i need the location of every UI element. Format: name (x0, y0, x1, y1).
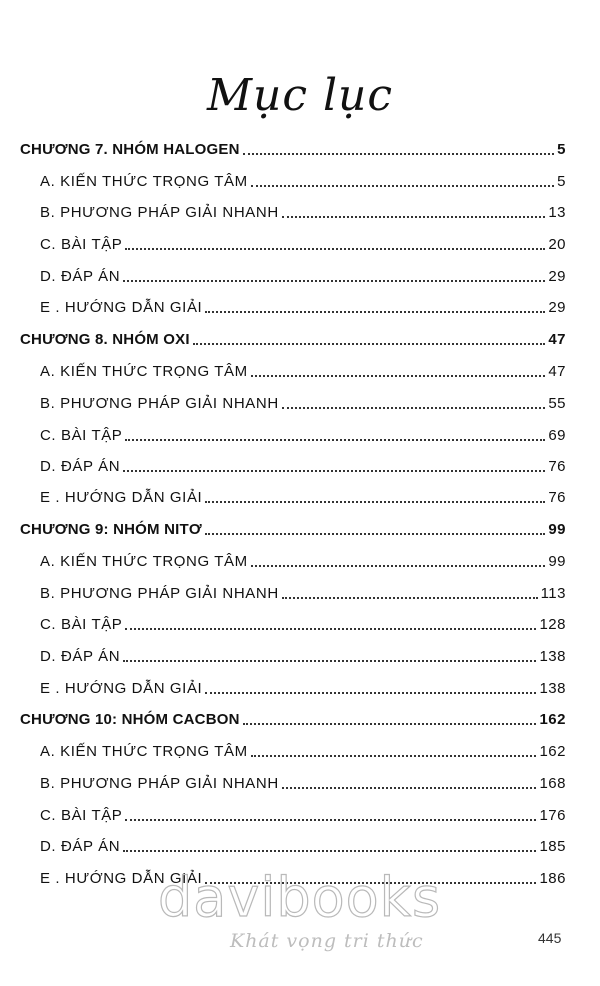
dot-leader (205, 533, 545, 535)
toc-section-entry[interactable] (40, 233, 566, 255)
toc-entry-label: CHƯƠNG 9: NHÓM NITƠ (20, 521, 202, 538)
toc-entry-label: C. BÀI TẬP (40, 236, 123, 253)
toc-section-entry[interactable] (40, 360, 566, 382)
toc-section-entry[interactable] (40, 486, 566, 508)
toc-entry-label: CHƯƠNG 8. NHÓM OXI (20, 331, 190, 348)
toc-entry-label: E . HƯỚNG DẪN GIẢI (40, 680, 203, 697)
dot-leader (282, 597, 538, 599)
toc-section-entry[interactable] (40, 550, 566, 572)
toc-entry-page: 13 (548, 204, 566, 221)
toc-entry-page: 5 (557, 141, 566, 158)
toc-chapter-entry[interactable] (20, 708, 566, 730)
toc-entry-page: 99 (548, 553, 566, 570)
toc-entry-page: 99 (548, 521, 566, 538)
toc-entry-page: 162 (539, 711, 566, 728)
page-title: Mục lục (206, 70, 394, 121)
toc-entry-page: 162 (539, 743, 566, 760)
toc-entry-label: D. ĐÁP ÁN (40, 838, 121, 855)
dot-leader (193, 343, 546, 345)
toc-chapter-entry[interactable] (20, 518, 566, 540)
toc-entry-page: 168 (539, 775, 566, 792)
toc-entry-page: 113 (540, 585, 566, 602)
toc-entry-page: 128 (539, 616, 566, 633)
toc-entry-label: A. KIẾN THỨC TRỌNG TÂM (40, 173, 248, 190)
dot-leader (251, 185, 554, 187)
toc-chapter-entry[interactable] (20, 328, 566, 350)
toc-section-entry[interactable] (40, 613, 566, 635)
toc-section-entry[interactable] (40, 265, 566, 287)
toc-entry-label: E . HƯỚNG DẪN GIẢI (40, 299, 203, 316)
dot-leader (123, 470, 545, 472)
dot-leader (243, 723, 537, 725)
toc-entry-page: 55 (548, 395, 566, 412)
dot-leader (125, 628, 536, 630)
toc-entry-label: C. BÀI TẬP (40, 427, 123, 444)
dot-leader (123, 280, 545, 282)
toc-entry-label: E . HƯỚNG DẪN GIẢI (40, 489, 203, 506)
toc-section-entry[interactable] (40, 740, 566, 762)
toc-section-entry[interactable] (40, 392, 566, 414)
toc-entry-page: 5 (557, 173, 566, 190)
dot-leader (282, 787, 537, 789)
toc-entry-label: A. KIẾN THỨC TRỌNG TÂM (40, 743, 248, 760)
toc-entry-label: B. PHƯƠNG PHÁP GIẢI NHANH (40, 204, 279, 221)
toc-entry-page: 69 (548, 427, 566, 444)
toc-entry-label: CHƯƠNG 7. NHÓM HALOGEN (20, 141, 240, 158)
dot-leader (282, 216, 546, 218)
toc-entry-label: B. PHƯƠNG PHÁP GIẢI NHANH (40, 775, 279, 792)
dot-leader (243, 153, 555, 155)
toc-entry-page: 29 (548, 268, 566, 285)
toc-entry-label: A. KIẾN THỨC TRỌNG TÂM (40, 363, 248, 380)
toc-entry-label: D. ĐÁP ÁN (40, 648, 121, 665)
toc-entry-label: C. BÀI TẬP (40, 807, 123, 824)
dot-leader (125, 248, 545, 250)
dot-leader (205, 311, 545, 313)
dot-leader (205, 692, 536, 694)
toc-entry-page: 186 (539, 870, 566, 887)
dot-leader (123, 660, 536, 662)
toc-section-entry[interactable] (40, 645, 566, 667)
dot-leader (251, 565, 546, 567)
watermark-tagline: Khát vọng tri thức (230, 930, 424, 952)
toc-entry-label: E . HƯỚNG DẪN GIẢI (40, 870, 203, 887)
toc-entry-label: D. ĐÁP ÁN (40, 268, 121, 285)
toc-entry-page: 138 (539, 680, 566, 697)
dot-leader (251, 375, 546, 377)
toc-section-entry[interactable] (40, 424, 566, 446)
toc-entry-page: 47 (548, 363, 566, 380)
toc-entry-page: 176 (539, 807, 566, 824)
page-number: 445 (538, 930, 562, 946)
toc-section-entry[interactable] (40, 677, 566, 699)
dot-leader (123, 850, 536, 852)
toc-section-entry[interactable] (40, 201, 566, 223)
toc-entry-page: 138 (539, 648, 566, 665)
toc-chapter-entry[interactable] (20, 138, 566, 160)
toc-section-entry[interactable] (40, 296, 566, 318)
toc-section-entry[interactable] (40, 804, 566, 826)
toc-section-entry[interactable] (40, 835, 566, 857)
toc-entry-page: 29 (548, 299, 566, 316)
dot-leader (205, 501, 545, 503)
toc-entry-label: C. BÀI TẬP (40, 616, 123, 633)
toc-entry-label: CHƯƠNG 10: NHÓM CACBON (20, 711, 240, 728)
toc-entry-page: 185 (539, 838, 566, 855)
toc-entry-page: 76 (548, 458, 566, 475)
toc-entry-page: 47 (548, 331, 566, 348)
toc-section-entry[interactable] (40, 772, 566, 794)
dot-leader (251, 755, 537, 757)
toc-entry-label: D. ĐÁP ÁN (40, 458, 121, 475)
toc-section-entry[interactable] (40, 582, 566, 604)
toc-entry-page: 76 (548, 489, 566, 506)
dot-leader (125, 439, 545, 441)
dot-leader (125, 819, 536, 821)
toc-entry-label: B. PHƯƠNG PHÁP GIẢI NHANH (40, 585, 279, 602)
toc-section-entry[interactable] (40, 455, 566, 477)
toc-entry-label: A. KIẾN THỨC TRỌNG TÂM (40, 553, 248, 570)
dot-leader (282, 407, 546, 409)
toc-section-entry[interactable] (40, 170, 566, 192)
toc-entry-label: B. PHƯƠNG PHÁP GIẢI NHANH (40, 395, 279, 412)
watermark-brand: davibooks (158, 866, 442, 929)
toc-entry-page: 20 (548, 236, 566, 253)
